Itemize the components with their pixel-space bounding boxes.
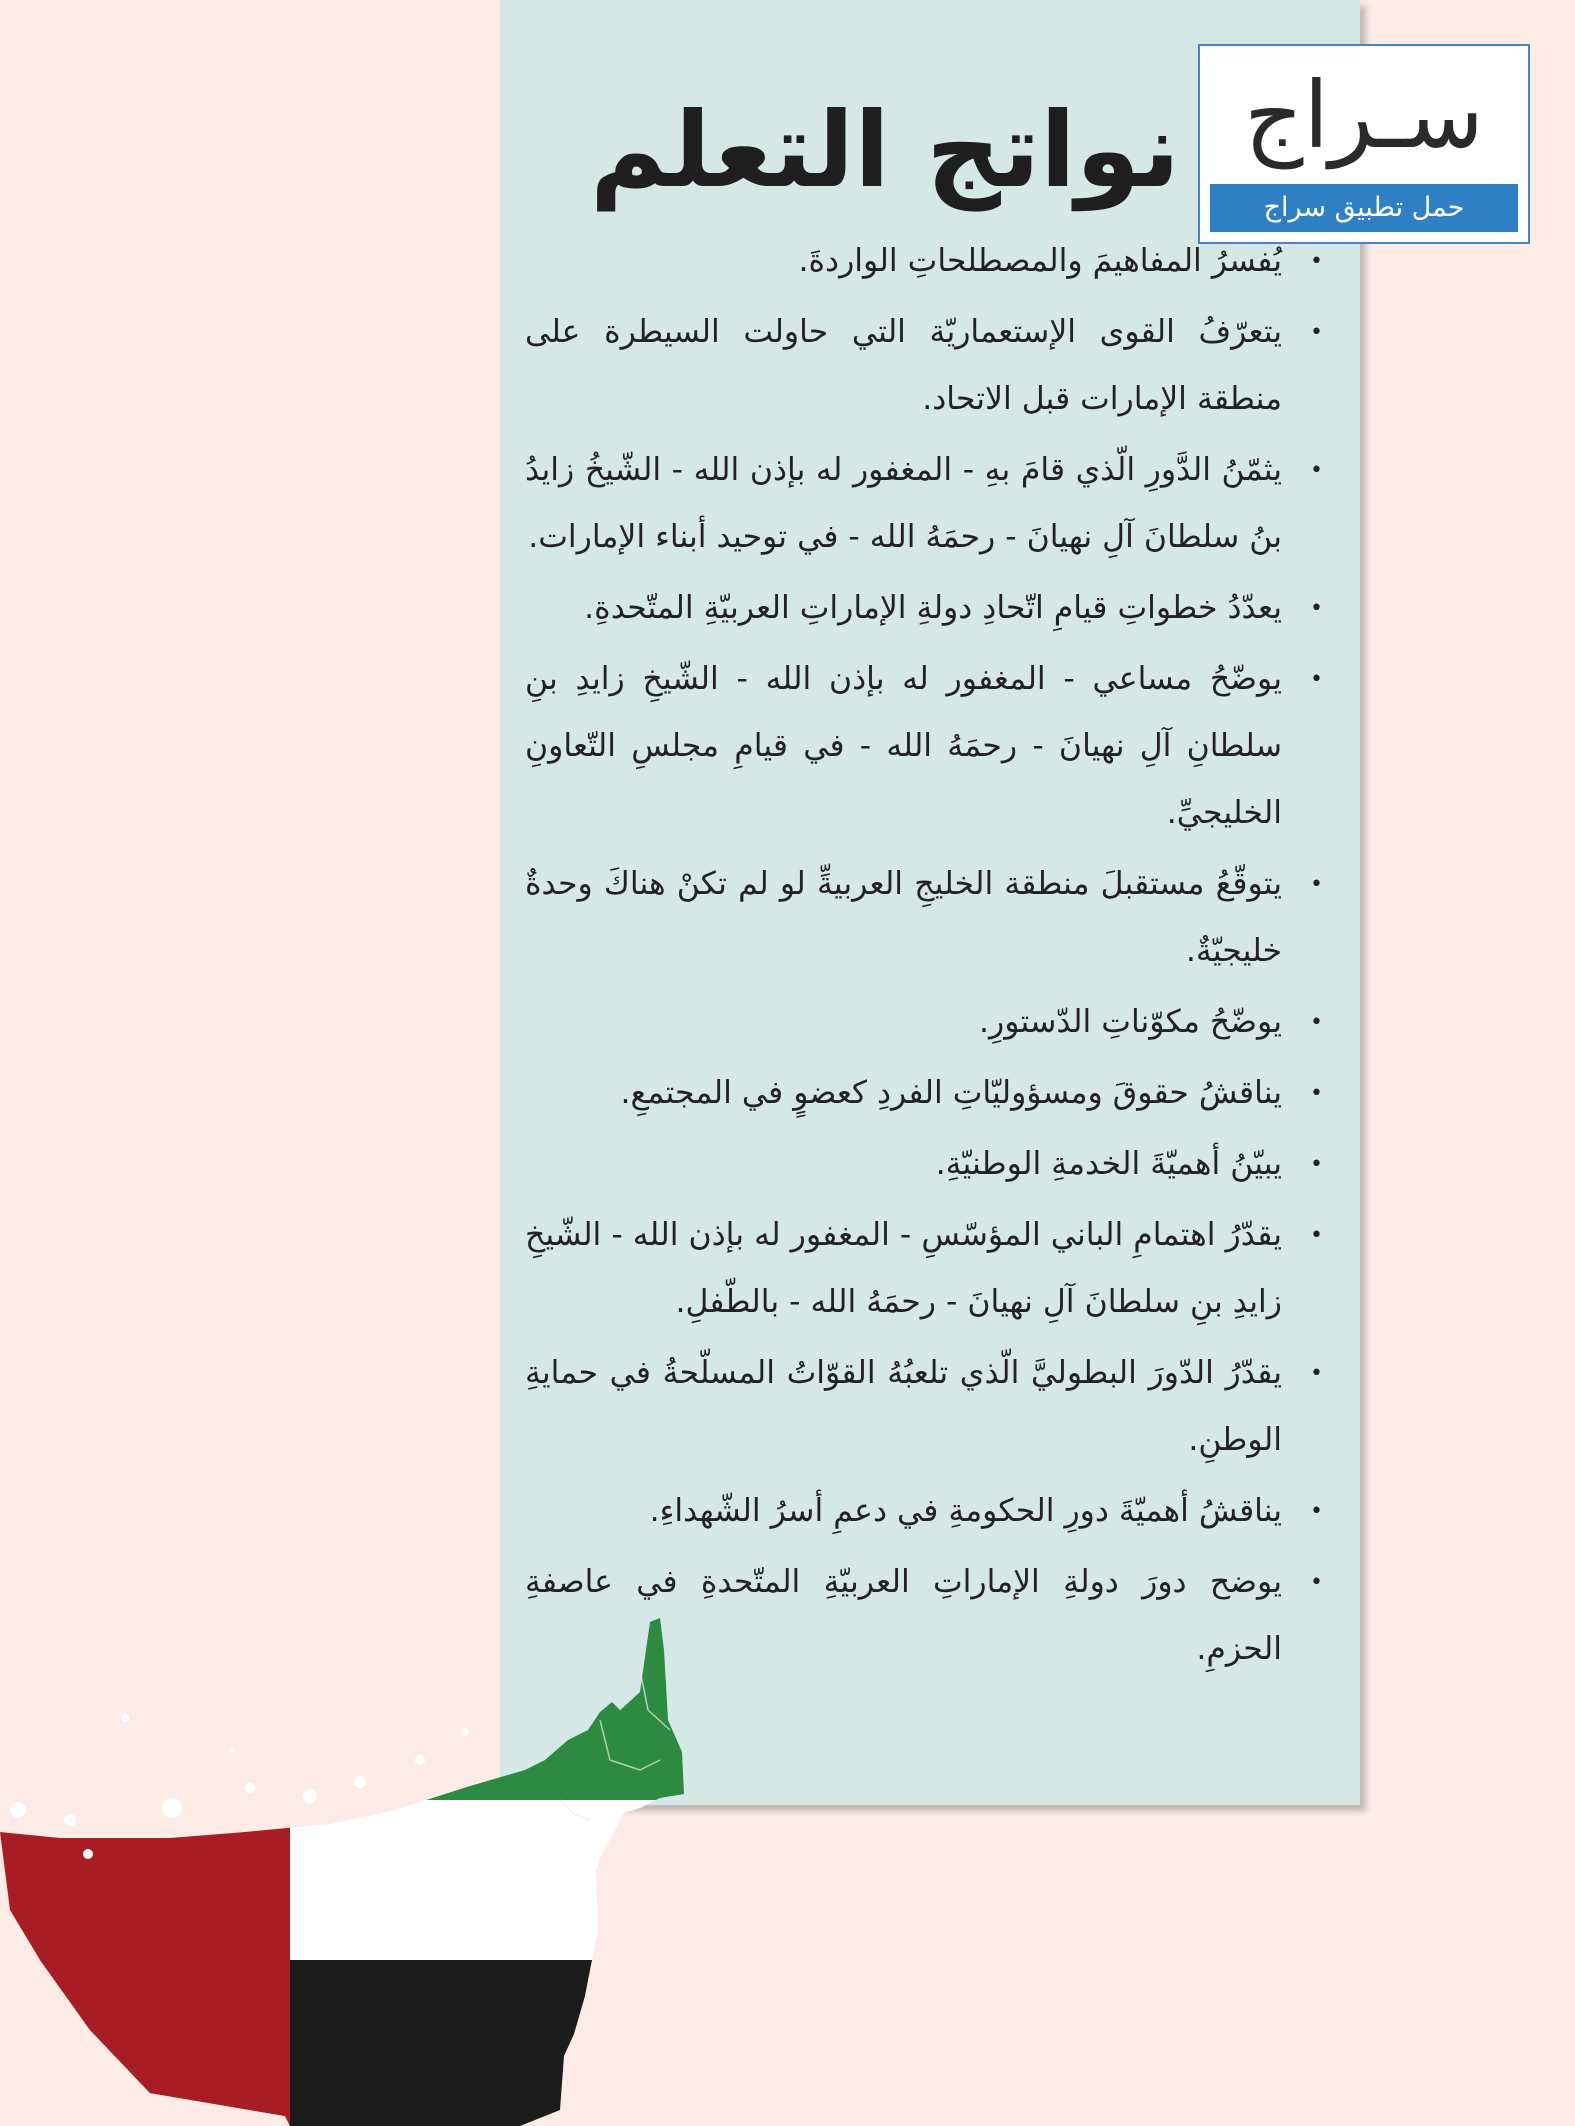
outcome-text: يثمّنُ الدَّورِ الّذي قامَ بهِ - المغفور له بإذن الله - الشّيخُ زايدُ بنُ سلطانَ آلِ نهيانَ - رحمَهُ الله - في توحيد أبناء الإمارات. [525, 452, 1282, 555]
bullet-icon: • [1310, 1010, 1323, 1035]
outcome-text: يتعرّفُ القوى الإستعماريّة التي حاولت السيطرة على منطقة الإمارات قبل الاتحاد. [525, 314, 1282, 417]
list-item [525, 437, 1335, 571]
list-item [525, 851, 1335, 985]
list-item [525, 575, 1335, 642]
bullet-icon: • [1310, 1081, 1323, 1106]
outcome-text: يوضّحُ مساعي - المغفور له بإذن الله - الشّيخِ زايدِ بنِ سلطانِ آلِ نهيانَ - رحمَهُ الله - في قيامِ مجلسِ التّعاونِ الخليجيِّ. [525, 661, 1282, 831]
list-item [525, 228, 1335, 295]
bullet-icon: • [1310, 667, 1323, 692]
bullet-icon: • [1310, 596, 1323, 621]
list-item [525, 1131, 1335, 1198]
outcome-text: يقدّرُ الدّورَ البطوليَّ الّذي تلعبُهُ القوّاتُ المسلّحةُ في حمايةِ الوطنِ. [525, 1355, 1282, 1458]
bullet-icon: • [1310, 872, 1323, 897]
outcome-text: يوضح دورَ دولةِ الإماراتِ العربيّةِ المتّحدةِ في عاصفةِ الحزمِ. [525, 1564, 1282, 1667]
flag-green-stripe [0, 1610, 700, 1800]
list-item [525, 1478, 1335, 1545]
outcome-text: يناقشُ حقوقَ ومسؤوليّاتِ الفردِ كعضوٍ في المجتمعِ. [620, 1075, 1282, 1111]
learning-outcomes-list [525, 228, 1335, 1687]
siraj-logo[interactable] [1198, 44, 1530, 244]
list-item [525, 1060, 1335, 1127]
outcome-text: يتوقّعُ مستقبلَ منطقة الخليجِ العربيةِّ لو لم تكنْ هناكَ وحدةٌ خليجيّةٌ. [525, 866, 1282, 969]
list-item [525, 989, 1335, 1056]
flag-red-stripe [0, 1610, 290, 2126]
outcome-text: يقدّرُ اهتمامِ الباني المؤسّسِ - المغفور له بإذن الله - الشّيخِ زايدِ بنِ سلطانَ آلِ نهيانَ - رحمَهُ الله - بالطّفلِ. [525, 1217, 1282, 1320]
uae-flag-map-icon [0, 1610, 700, 2126]
page-title: نواتج التعلم [590, 89, 1180, 211]
bullet-icon: • [1310, 1361, 1323, 1386]
bullet-icon: • [1310, 1499, 1323, 1524]
outcome-text: يوضّحُ مكوّناتِ الدّستورِ. [979, 1004, 1282, 1040]
outcome-text: يُفسرُ المفاهيمَ والمصطلحاتِ الواردةَ. [798, 243, 1282, 279]
list-item [525, 299, 1335, 433]
outcome-text: يبيّنُ أهميّةَ الخدمةِ الوطنيّةِ. [935, 1146, 1282, 1182]
bullet-icon: • [1310, 249, 1323, 274]
list-item [525, 1202, 1335, 1336]
bullet-icon: • [1310, 1223, 1323, 1248]
bullet-icon: • [1310, 1152, 1323, 1177]
list-item [525, 1340, 1335, 1474]
outcome-text: يعدّدُ خطواتِ قيامِ اتّحادِ دولةِ الإماراتِ العربيّةِ المتّحدةِ. [584, 590, 1282, 626]
bullet-icon: • [1310, 458, 1323, 483]
logo-tagline: حمل تطبيق سراج [1210, 184, 1518, 232]
outcome-text: يناقشُ أهميّةَ دورِ الحكومةِ في دعمِ أسرُ الشّهداءِ. [649, 1493, 1282, 1529]
bullet-icon: • [1310, 320, 1323, 345]
bullet-icon: • [1310, 1570, 1323, 1595]
logo-word: سـراج [1244, 62, 1484, 169]
list-item [525, 646, 1335, 847]
